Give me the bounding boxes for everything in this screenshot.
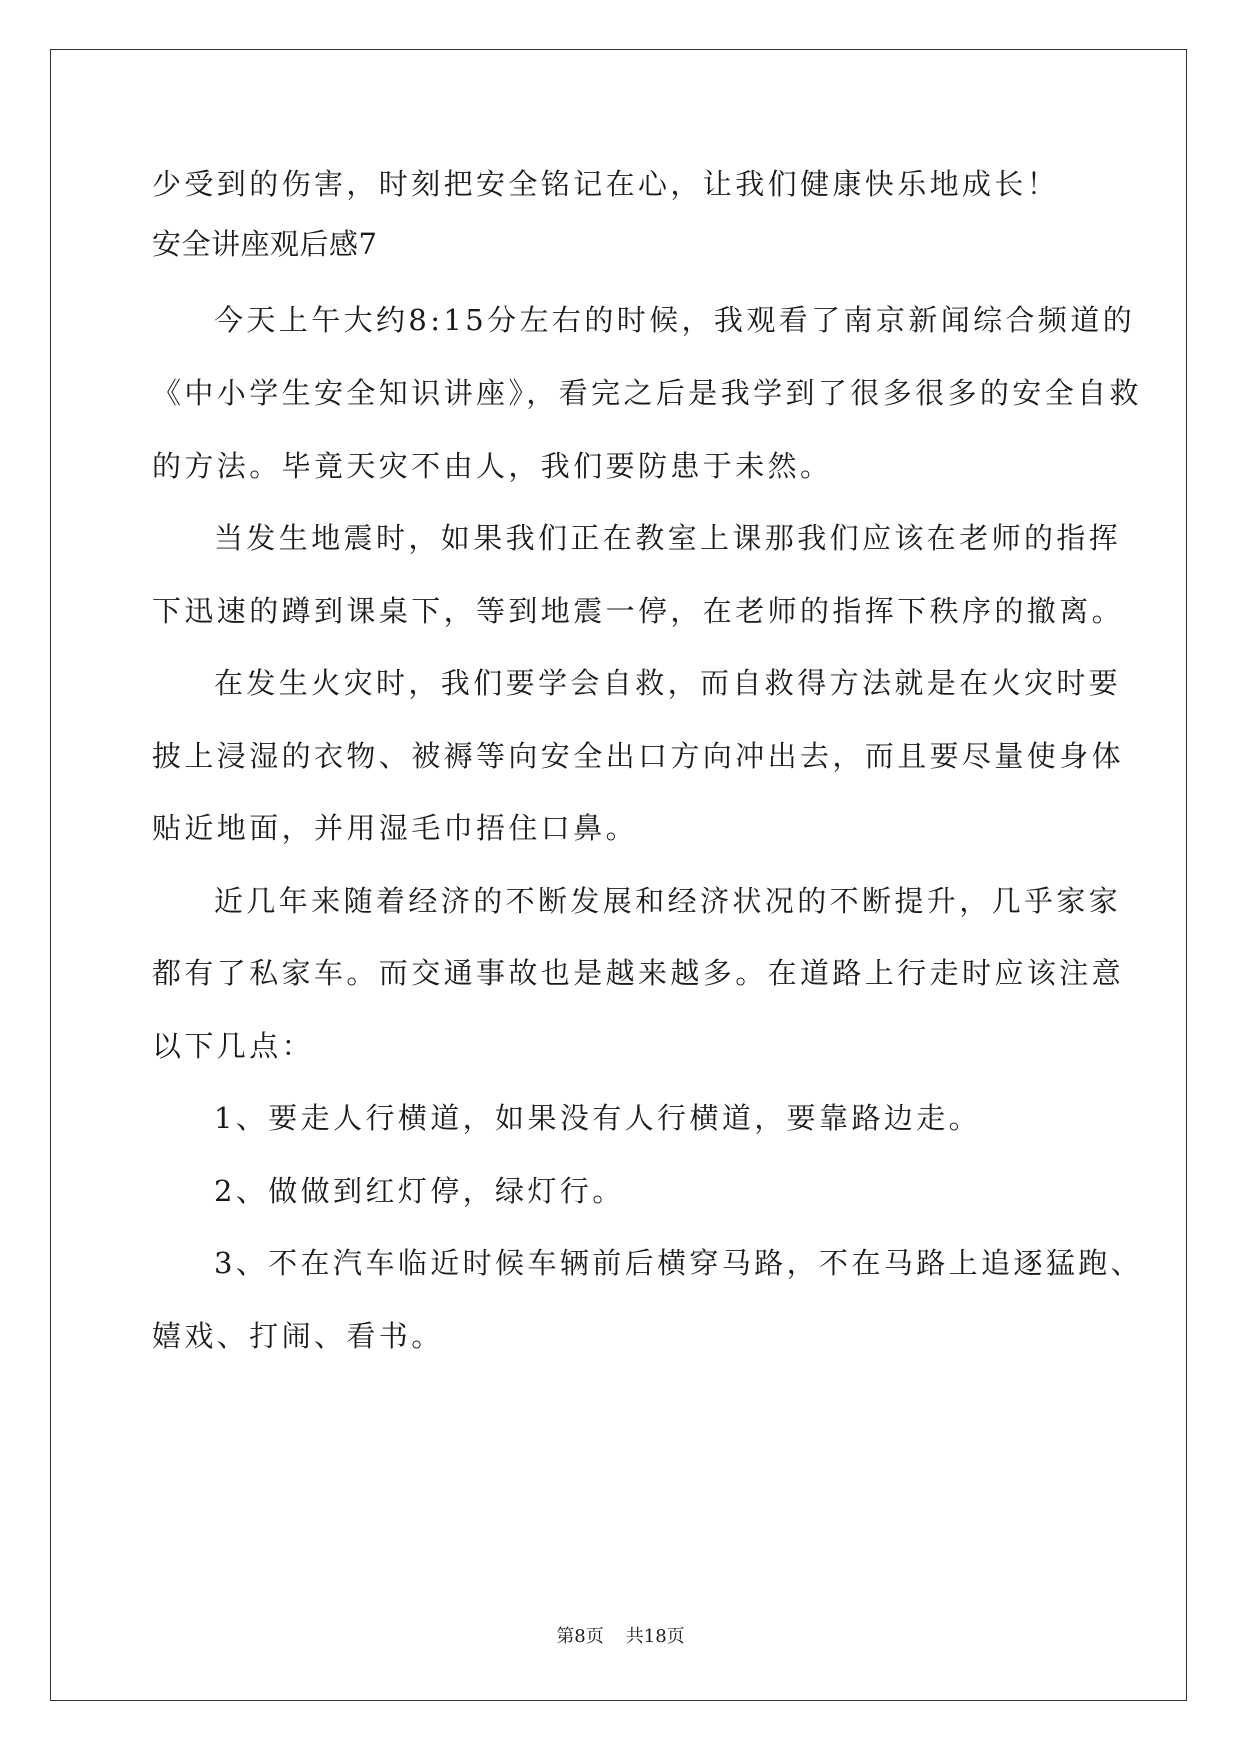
paragraph-line: 都有了私家车。而交通事故也是越来越多。在道路上行走时应该注意 [152,956,1125,990]
section-title: 安全讲座观后感7 [152,227,378,261]
paragraph-line: 当发生地震时，如果我们正在教室上课那我们应该在老师的指挥 [214,521,1122,555]
list-item: 1、要走人行横道，如果没有人行横道，要靠路边走。 [214,1101,982,1135]
page-number-current: 第8页 [556,1626,604,1647]
paragraph-line: 下迅速的蹲到课桌下，等到地震一停，在老师的指挥下秩序的撤离。 [152,594,1125,628]
page-footer [0,1625,1241,1649]
paragraph-line: 贴近地面，并用湿毛巾捂住口鼻。 [152,811,639,845]
list-item: 3、不在汽车临近时候车辆前后横穿马路，不在马路上追逐猛跑、 [214,1246,1144,1280]
paragraph-line: 在发生火灾时，我们要学会自救，而自救得方法就是在火灾时要 [214,666,1122,700]
list-item-continuation: 嬉戏、打闹、看书。 [152,1319,444,1353]
page-number-total: 共18页 [625,1626,685,1647]
paragraph-line: 《中小学生安全知识讲座》，看完之后是我学到了很多很多的安全自救 [152,376,1142,410]
paragraph-line: 的方法。毕竟天灾不由人，我们要防患于未然。 [152,449,833,483]
paragraph-line: 少受到的伤害，时刻把安全铭记在心，让我们健康快乐地成长！ [152,167,1060,201]
paragraph-line: 今天上午大约8:15分左右的时候，我观看了南京新闻综合频道的 [214,303,1136,337]
page-border [50,49,1187,1701]
paragraph-line: 披上浸湿的衣物、被褥等向安全出口方向冲出去，而且要尽量使身体 [152,739,1125,773]
paragraph-line: 以下几点： [152,1029,315,1063]
paragraph-line: 近几年来随着经济的不断发展和经济状况的不断提升，几乎家家 [214,884,1122,918]
list-item: 2、做做到红灯停，绿灯行。 [214,1174,625,1208]
